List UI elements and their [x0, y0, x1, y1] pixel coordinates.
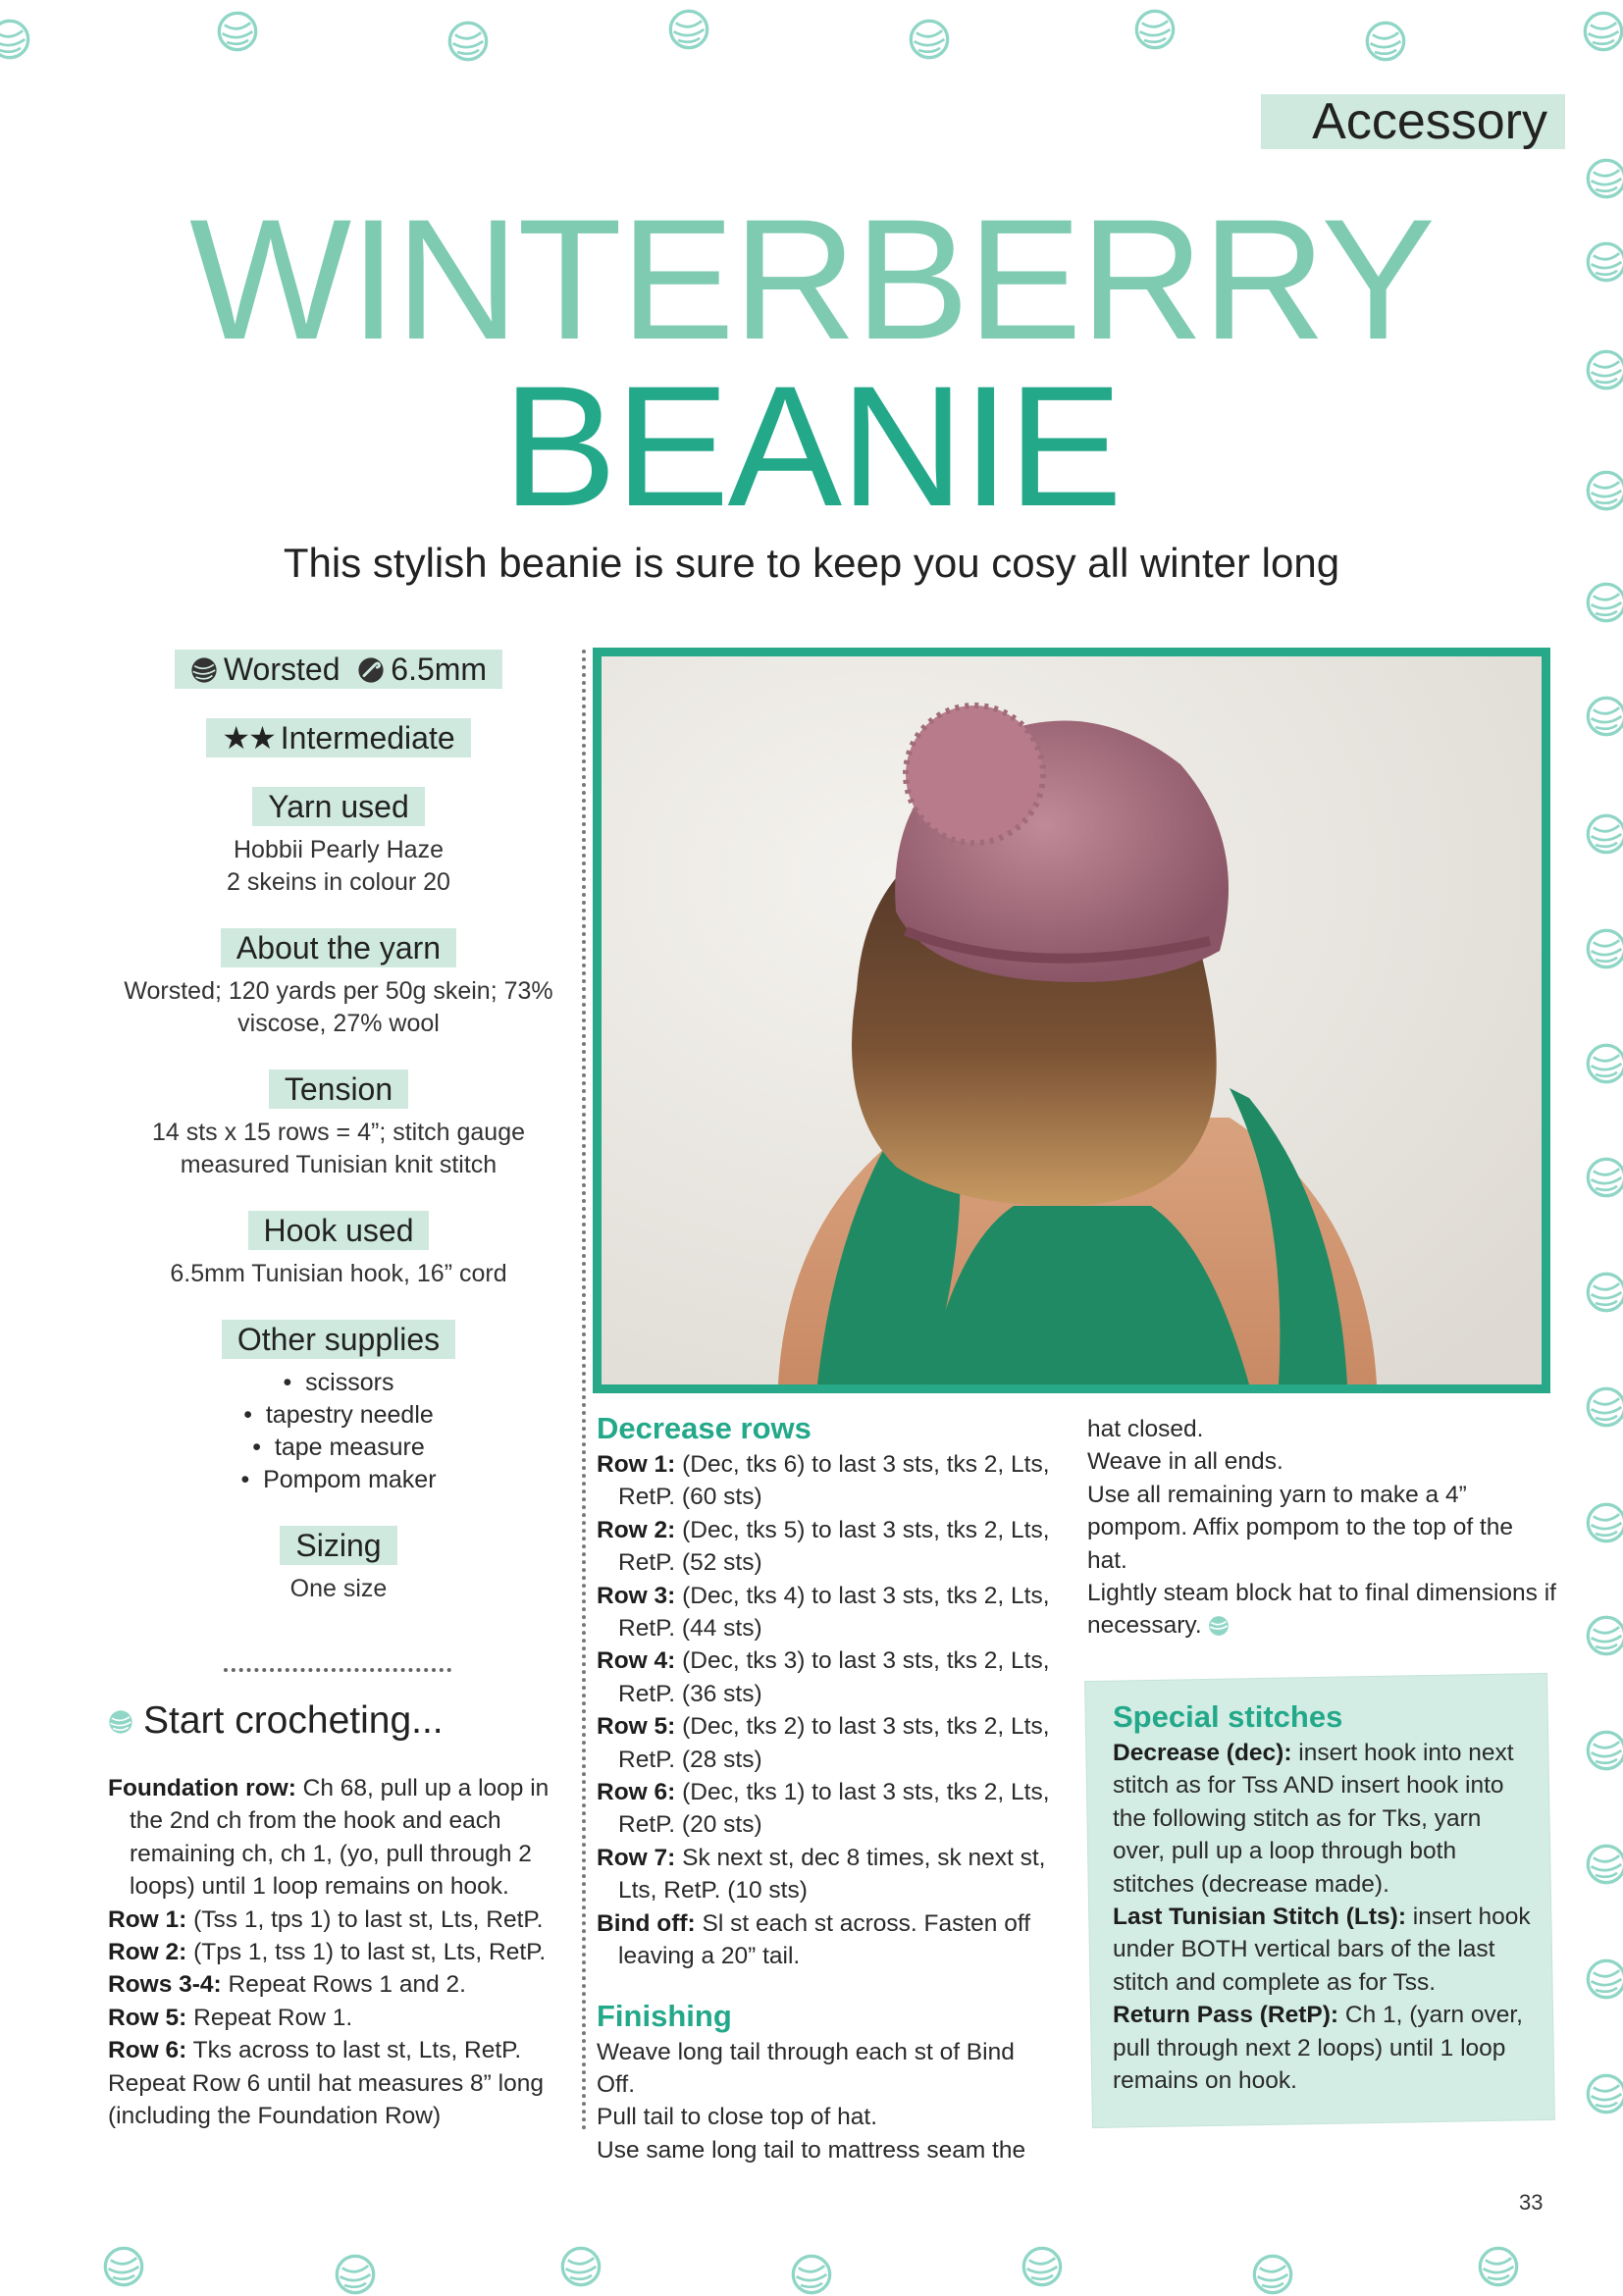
instruction-row: Row 1: (Dec, tks 6) to last 3 sts, tks 2, Lts, RetP. (60 sts) [597, 1451, 1050, 1511]
instruction-row: Row 6: Tks across to last st, Lts, RetP. [108, 2037, 522, 2064]
stitch-definition: Decrease (dec): insert hook into next stitch as for Tss AND insert hook into the following stitch as for Tks, yarn over, pull up a loop through both stitches (decrease made). [1113, 1740, 1514, 1898]
yarn-ball-icon [1585, 1042, 1623, 1085]
yarn-ball-icon [1585, 1729, 1623, 1772]
instruction-row: Row 2: (Tps 1, tss 1) to last st, Lts, RetP. [108, 1939, 547, 1966]
finishing-line: hat closed. [1087, 1416, 1204, 1442]
weight-hook-tag [175, 650, 502, 689]
yarn-ball-icon [1208, 1615, 1230, 1637]
yarn-ball-icon [216, 10, 259, 53]
yarn-ball-icon [1364, 20, 1407, 63]
yarn-ball-icon [0, 18, 31, 61]
finishing-line: Use same long tail to mattress seam the [597, 2136, 1026, 2164]
weight-hook-summary [98, 650, 579, 689]
instruction-row: Row 3: (Dec, tks 4) to last 3 sts, tks 2, Lts, RetP. (44 sts) [597, 1582, 1050, 1643]
decrease-heading: Decrease rows [597, 1411, 812, 1445]
instruction-row: Row 1: (Tss 1, tps 1) to last st, Lts, RetP. [108, 1905, 544, 1933]
yarn-ball-icon [108, 1709, 133, 1735]
yarn-weight: Worsted [223, 652, 340, 687]
hook-section [98, 1211, 579, 1290]
column-divider [582, 650, 586, 2131]
yarn-ball-icon [559, 2245, 602, 2288]
yarn-ball-icon [1585, 1271, 1623, 1314]
instruction-row: Row 4: (Dec, tks 3) to last 3 sts, tks 2, Lts, RetP. (36 sts) [597, 1647, 1050, 1707]
yarn-ball-icon [908, 18, 951, 61]
start-heading-text: Start crocheting... [143, 1699, 444, 1742]
yarn-ball-icon [1585, 695, 1623, 738]
sizing-text: One size [289, 1575, 388, 1602]
category-tag: Accessory [1261, 94, 1565, 149]
yarn-ball-icon [1585, 1385, 1623, 1429]
yarn-used-section [98, 787, 579, 899]
pattern-info-column [98, 650, 579, 1635]
beanie-photo [593, 648, 1550, 1393]
stitch-definition: Return Pass (RetP): Ch 1, (yarn over, pull through next 2 loops) until 1 loop remains on hook. [1113, 2002, 1523, 2095]
about-yarn-section [98, 928, 579, 1040]
start-instructions [108, 1772, 559, 2132]
instruction-row: Foundation row: Ch 68, pull up a loop in the 2nd ch from the hook and each remaining ch, ch 1, (yo, pull through 2 loops) until 1 loop remains on hook. [108, 1775, 550, 1901]
divider [224, 1668, 451, 1672]
hook-text: 6.5mm Tunisian hook, 16” cord [170, 1260, 507, 1287]
hook-heading: Hook used [248, 1211, 430, 1250]
instruction-row: Row 6: (Dec, tks 1) to last 3 sts, tks 2, Lts, RetP. (20 sts) [597, 1779, 1050, 1839]
difficulty-level: Intermediate [280, 720, 455, 756]
repeat-note: Repeat Row 6 until hat measures 8” long (including the Foundation Row) [108, 2069, 544, 2130]
decrease-section [597, 1409, 1058, 2166]
special-heading: Special stitches [1113, 1699, 1343, 1734]
difficulty-tag [206, 718, 470, 757]
instruction-row: Row 5: (Dec, tks 2) to last 3 sts, tks 2, Lts, RetP. (28 sts) [597, 1713, 1050, 1773]
tension-text: 14 sts x 15 rows = 4”; stitch gauge measured Tunisian knit stitch [151, 1119, 526, 1178]
supplies-heading: Other supplies [222, 1320, 455, 1359]
difficulty [98, 718, 579, 757]
yarn-ball-icon [667, 8, 710, 51]
tension-section [98, 1070, 579, 1181]
yarn-ball-icon [1585, 812, 1623, 856]
yarn-ball-icon [190, 656, 218, 684]
stitch-definition: Last Tunisian Stitch (Lts): insert hook under BOTH vertical bars of the last stitch and complete as for Tss. [1113, 1904, 1531, 1996]
yarn-ball-icon [1133, 8, 1177, 51]
instruction-row: Row 7: Sk next st, dec 8 times, sk next st, Lts, RetP. (10 sts) [597, 1844, 1046, 1905]
about-yarn-text: Worsted; 120 yards per 50g skein; 73% viscose, 27% wool [124, 977, 553, 1037]
yarn-ball-icon [1021, 2245, 1064, 2288]
page-title-line2: BEANIE [502, 351, 1121, 543]
list-item: • tape measure [98, 1432, 579, 1464]
instruction-row: Rows 3-4: Repeat Rows 1 and 2. [108, 1971, 466, 1999]
instruction-row: Row 5: Repeat Row 1. [108, 2004, 353, 2031]
hook-size: 6.5mm [391, 652, 488, 687]
yarn-ball-icon [1477, 2245, 1520, 2288]
yarn-ball-icon [1585, 1501, 1623, 1544]
hook-icon [357, 656, 385, 684]
yarn-ball-icon [1585, 1957, 1623, 2001]
finishing-line: Weave in all ends. [1087, 1448, 1283, 1476]
supplies-list [98, 1367, 579, 1496]
yarn-name: Hobbii Pearly Haze [234, 836, 444, 863]
sizing-heading: Sizing [280, 1526, 396, 1565]
finishing-line: Weave long tail through each st of Bind Off. [597, 2038, 1015, 2098]
page-title-line1: WINTERBERRY [189, 184, 1434, 376]
star-icon: ★★ [222, 720, 275, 756]
tension-heading: Tension [269, 1070, 408, 1109]
yarn-ball-icon [790, 2253, 833, 2296]
instruction-row: Bind off: Sl st each st across. Fasten off leaving a 20” tail. [597, 1909, 1031, 1970]
yarn-ball-icon [446, 20, 490, 63]
page-number: 33 [1519, 2190, 1544, 2215]
finishing-line: Lightly steam block hat to final dimensions if necessary. [1087, 1580, 1556, 1640]
instruction-row: Row 2: (Dec, tks 5) to last 3 sts, tks 2, Lts, RetP. (52 sts) [597, 1516, 1050, 1577]
start-heading [108, 1696, 444, 1747]
list-item: • tapestry needle [98, 1399, 579, 1432]
yarn-ball-icon [1585, 2072, 1623, 2115]
supplies-section [98, 1320, 579, 1496]
sizing-section [98, 1526, 579, 1605]
special-stitches [1113, 1697, 1535, 2097]
yarn-ball-icon [1251, 2253, 1294, 2296]
yarn-quantity: 2 skeins in colour 20 [227, 868, 450, 896]
yarn-ball-icon [102, 2245, 145, 2288]
about-yarn-heading: About the yarn [221, 928, 456, 967]
finishing-line: Use all remaining yarn to make a 4” pompom. Affix pompom to the top of the hat. [1087, 1481, 1513, 1574]
yarn-ball-icon [1585, 1614, 1623, 1657]
yarn-ball-icon [1585, 927, 1623, 970]
yarn-ball-icon [1585, 1156, 1623, 1199]
yarn-ball-icon [334, 2253, 377, 2296]
yarn-used-heading: Yarn used [252, 787, 425, 826]
list-item: • Pompom maker [98, 1464, 579, 1496]
yarn-ball-icon [1585, 1843, 1623, 1886]
photo-illustration [602, 656, 1542, 1384]
finishing-heading: Finishing [597, 1998, 732, 2033]
yarn-ball-icon [1582, 10, 1623, 53]
list-item: • scissors [98, 1367, 579, 1399]
finishing-line: Pull tail to close top of hat. [597, 2104, 877, 2131]
page-subtitle: This stylish beanie is sure to keep you cosy all winter long [283, 540, 1340, 586]
finishing-continued [1087, 1413, 1558, 1643]
